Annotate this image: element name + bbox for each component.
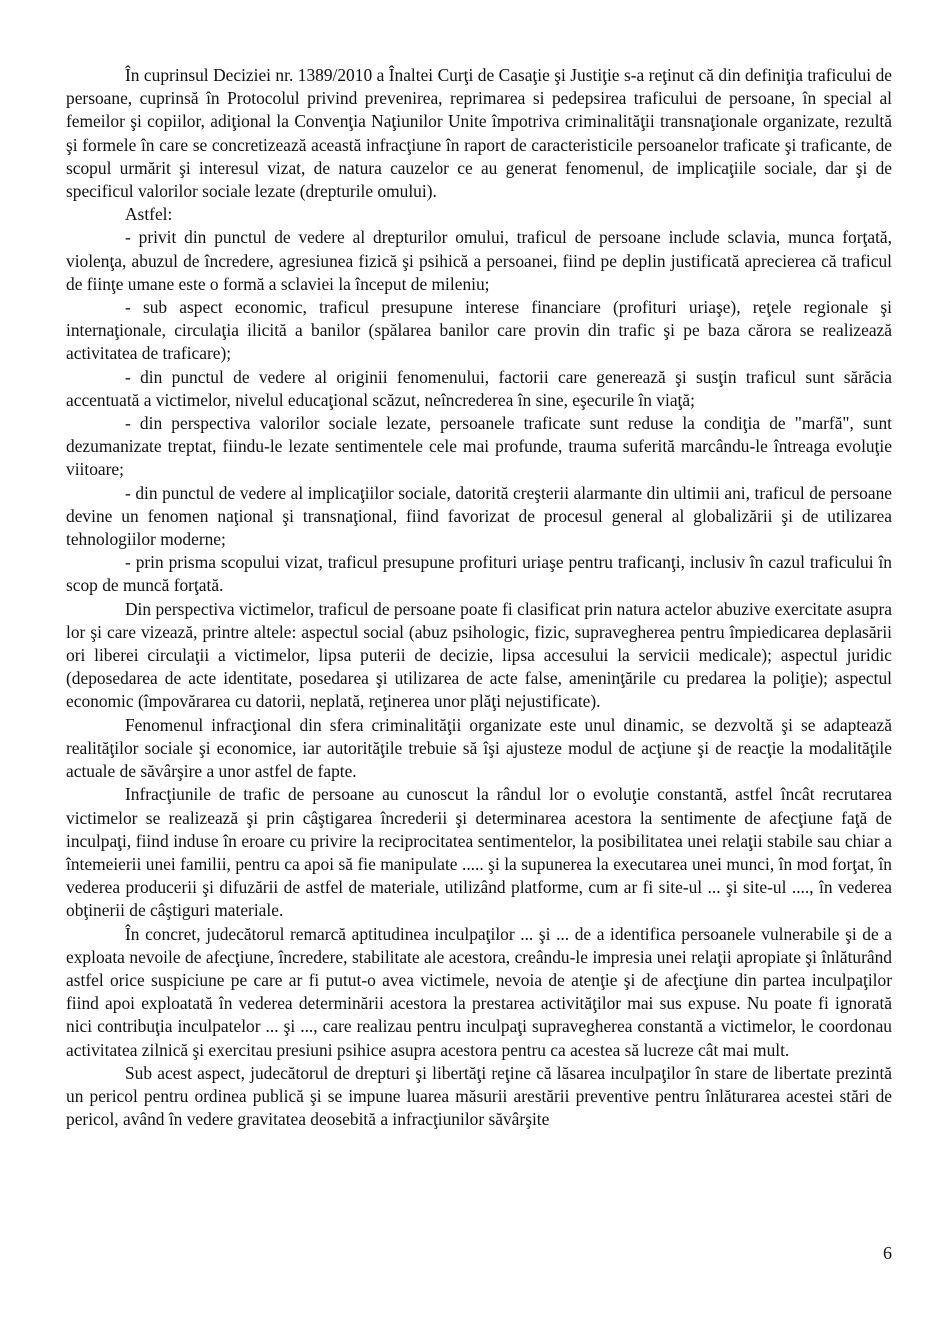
paragraph-purpose-aspect: - prin prisma scopului vizat, traficul presupune profituri uriaşe pentru traficanţi, inclusiv în cazul traficului în scop de muncă forţată. (66, 552, 892, 596)
paragraph-concrete-findings: În concret, judecătorul remarcă aptitudinea inculpaţilor ... şi ... de a identifica persoanele vulnerabile şi de a exploata nevoile de afecţiune, încredere, stabilitate ale acestora, creându-le impresia unei relaţii apropiate şi înlăturând astfel orice suspiciune pe care ar fi putut-o avea victimele, nevoia de atenţie şi de afecţiune din partea inculpaţilor fiind apoi exploatată în vederea determinării acestora la prestarea activităţilor mai sus expuse. Nu poate fi ignorată nici contribuţia inculpatelor ... şi ..., care realizau pentru inculpaţi supravegherea constantă a victimelor, le coordonau activitatea zilnică şi exercitau presiuni psihice asupra acestora pentru ca acestea să lucreze cât mai mult. (66, 923, 892, 1060)
page-number: 6 (883, 1243, 892, 1263)
paragraph-victims-perspective: Din perspectiva victimelor, traficul de persoane poate fi clasificat prin natura actelor abuzive exercitate asupra lor şi care vizează, printre altele: aspectul social (abuz psihologic, fizic, supravegherea pentru împiedicarea deplasării ori liberei circulaţii a victimelor, lipsa puterii de decizie, lipsa accesului la servicii medicale); aspectul juridic (deposedarea de acte identitate, posedarea şi utilizarea de acte false, ameninţările cu predarea la poliţie); aspectul economic (împovărarea cu datorii, neplată, reţinerea unor plăţi nejustificate). (66, 598, 892, 712)
paragraph-trafficking-evolution: Infracţiunile de trafic de persoane au cunoscut la rândul lor o evoluţie constantă, astfel încât recrutarea victimelor se realizează şi prin câştigarea încrederii şi determinarea acestora la sentimente de afecţiune faţă de inculpaţi, fiind induse în eroare cu privire la reciprocitatea sentimentelor, la posibilitatea unei relaţii stabile sau chiar a întemeierii unei familii, pentru ca apoi să fie manipulate ..... şi la supunerea la executarea unei munci, în mod forţat, în vederea producerii şi difuzării de astfel de materiale, utilizând platforme, cum ar fi site-ul ... şi site-ul ...., în vederea obţinerii de câştiguri materiale. (66, 784, 892, 921)
paragraph-astfel: Astfel: (125, 204, 173, 225)
paragraph-social-implications-aspect: - din punctul de vedere al implicaţiilor sociale, datorită creşterii alarmante din ultimii ani, traficul de persoane devine un fenomen naţional şi transnaţional, fiind favorizat de procesul general al globalizării şi de utilizarea tehnologiilor moderne; (66, 482, 892, 550)
paragraph-judge-conclusion: Sub acest aspect, judecătorul de drepturi şi libertăţi reţine că lăsarea inculpaţilor în stare de libertate prezintă un pericol pentru ordinea publică şi se impune luarea măsurii arestării preventive pentru înlăturarea acestei stări de pericol, având în vedere gravitatea deosebită a infracţiunilor săvârşite (66, 1062, 892, 1130)
paragraph-economic-aspect: - sub aspect economic, traficul presupune interese financiare (profituri uriaşe), reţele regionale şi internaţionale, circulaţia ilicită a banilor (spălarea banilor care provin din trafic şi pe baza cărora se realizează activitatea de traficare); (66, 297, 892, 364)
paragraph-decision-summary: În cuprinsul Deciziei nr. 1389/2010 a Înaltei Curţi de Casaţie şi Justiţie s-a reţinut că din definiţia traficului de persoane, cuprinsă în Protocolul privind prevenirea, reprimarea si pedepsirea traficului de persoane, în special al femeilor şi copiilor, adiţional la Convenţia Naţiunilor Unite împotriva criminalităţii transnaţionale organizate, rezultă şi formele în care se concretizează această infracţiune în raport de caracteristicile persoanelor traficate şi traficante, de scopul urmărit şi interesul vizat, de natura cauzelor ce au generat fenomenul, de implicaţiile sociale, dar şi de specificul valorilor sociale lezate (drepturile omului). (66, 65, 892, 202)
paragraph-origin-aspect: - din punctul de vedere al originii fenomenului, factorii care generează şi susţin traficul sunt sărăcia accentuată a victimelor, nivelul educaţional scăzut, neîncrederea în sine, eşecurile în viaţă; (66, 366, 892, 410)
paragraph-human-rights-aspect: - privit din punctul de vedere al drepturilor omului, traficul de persoane include sclavia, munca forţată, violenţa, abuzul de încredere, agresiunea fizică şi psihică a persoanei, fiind pe deplin justificată aprecierea că traficul de fiinţe umane este o formă a sclaviei la început de mileniu; (66, 227, 892, 294)
paragraph-organized-crime: Fenomenul infracţional din sfera criminalităţii organizate este unul dinamic, se dezvoltă şi se adaptează realităţilor sociale şi economice, iar autorităţile trebuie să îşi ajusteze modul de acţiune şi de reacţie la modalităţile actuale de săvârşire a unor astfel de fapte. (66, 714, 892, 782)
document-body (66, 64, 892, 1131)
paragraph-social-values-aspect: - din perspectiva valorilor sociale lezate, persoanele traficate sunt reduse la condiţia de "marfă", sunt dezumanizate treptat, fiindu-le lezate sentimentele cele mai profunde, trauma suferită marcându-le întreaga evoluţie viitoare; (66, 413, 892, 480)
